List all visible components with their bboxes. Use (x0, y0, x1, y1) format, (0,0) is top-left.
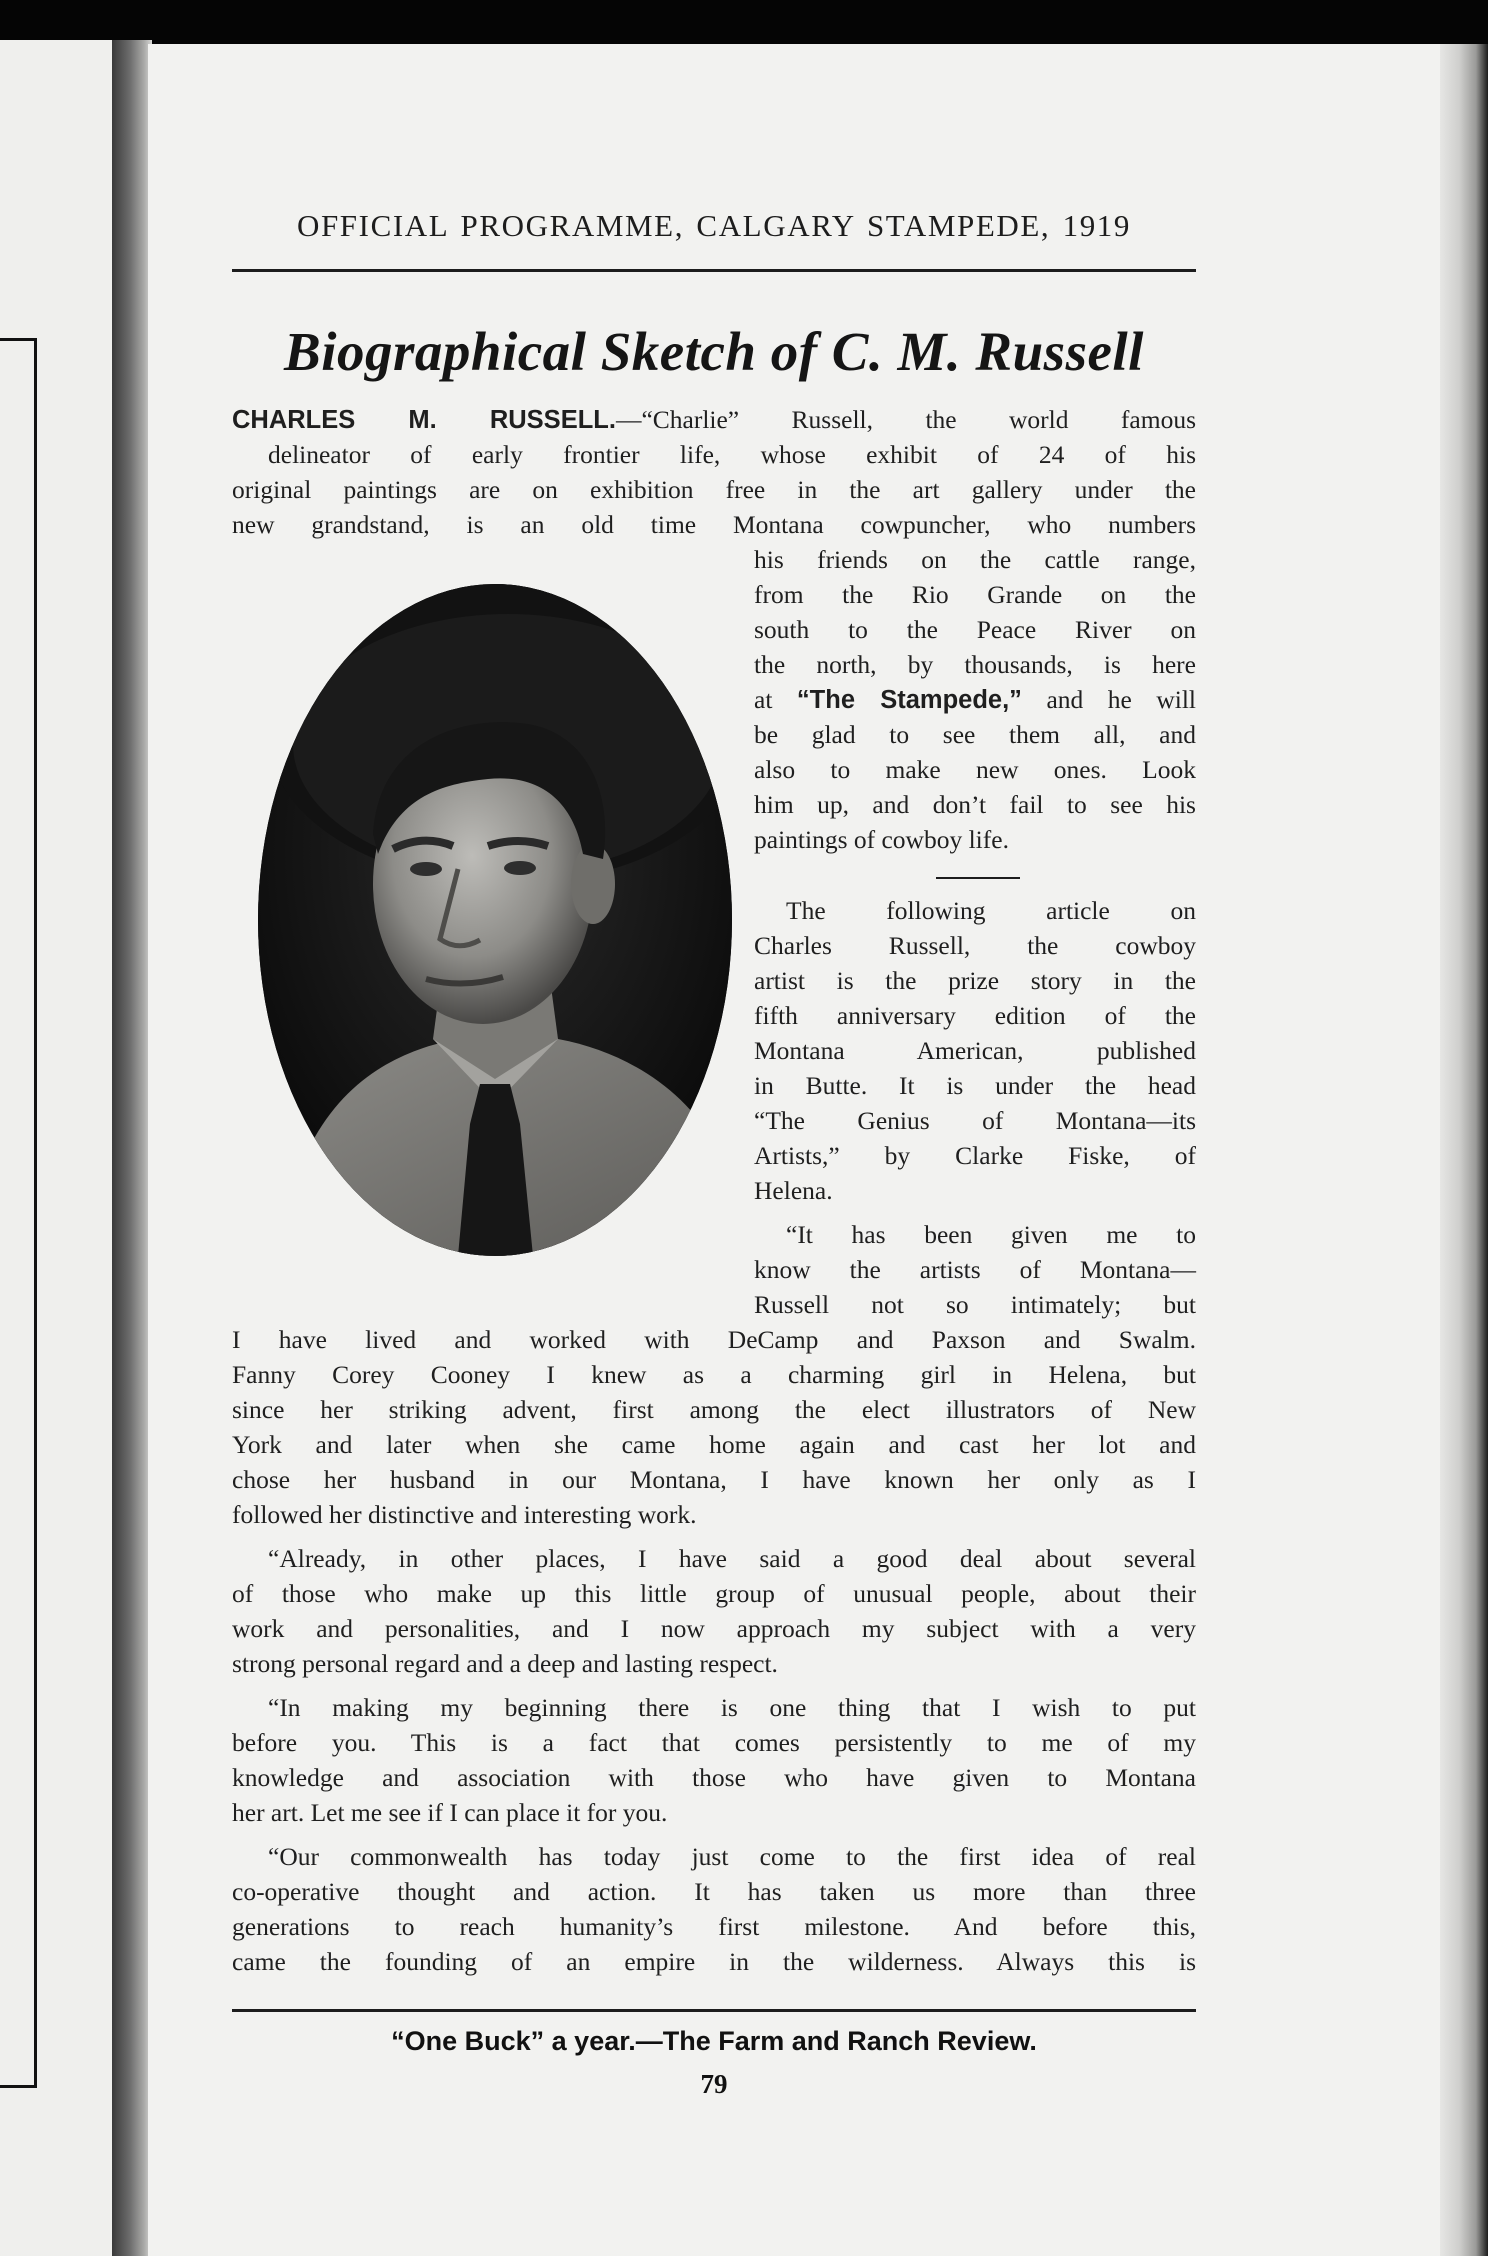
russell-portrait (258, 584, 732, 1256)
col2-line-1: The following article on (786, 896, 1196, 925)
col1-line-5-c: and he will (1046, 685, 1197, 714)
p1-line-2: Fanny Corey Cooney I knew as a charming girl in Helena, but (232, 1360, 1196, 1389)
col1-line-1: his friends on the cattle range, (754, 545, 1196, 574)
intro-line-3: original paintings are on exhibition free in the art gallery under the (232, 475, 1196, 504)
p4-line-3: generations to reach humanity’s first milestone. And before this, (232, 1912, 1196, 1941)
col2-line-5: Montana American, published (754, 1036, 1196, 1065)
article-title: Biographical Sketch of C. M. Russell (284, 321, 1144, 382)
p1-line-6: followed her distinctive and interesting work. (232, 1500, 697, 1529)
facing-page-frame (0, 338, 37, 2088)
col2-line-6: in Butte. It is under the head (754, 1071, 1196, 1100)
col2-line-7: “The Genius of Montana—its (754, 1106, 1196, 1135)
p3-line-3: knowledge and association with those who have given to Montana (232, 1763, 1196, 1792)
p1-line-4: York and later when she came home again and cast her lot and (232, 1430, 1196, 1459)
col2-line-8: Artists,” by Clarke Fiske, of (754, 1141, 1196, 1170)
p2-line-1: “Already, in other places, I have said a good deal about several (268, 1544, 1196, 1573)
page-number: 79 (700, 2069, 728, 2099)
p3-line-2: before you. This is a fact that comes persistently to me of my (232, 1728, 1196, 1757)
col1-line-3: south to the Peace River on (754, 615, 1196, 644)
intro-lead: CHARLES M. RUSSELL. (232, 406, 616, 434)
footer-rule (232, 2009, 1196, 2012)
p1-line-5: chose her husband in our Montana, I have known her only as I (232, 1465, 1196, 1494)
col1-line-6: be glad to see them all, and (754, 720, 1196, 749)
p4-line-4: came the founding of an empire in the wilderness. Always this is (232, 1947, 1196, 1976)
p1-line-3: since her striking advent, first among the elect illustrators of New (232, 1395, 1196, 1424)
stampede-emphasis: “The Stampede,” (796, 686, 1022, 714)
page-edge (1440, 44, 1488, 2256)
portrait-photo (258, 584, 732, 1256)
p4-line-2: co-operative thought and action. It has taken us more than three (232, 1877, 1196, 1906)
p4-line-1: “Our commonwealth has today just come to the first idea of real (268, 1842, 1196, 1871)
header-rule (232, 269, 1196, 272)
intro-line-1 (232, 402, 1196, 438)
p2-line-3: work and personalities, and I now approach my subject with a very (232, 1614, 1196, 1643)
col2-line-9: Helena. (754, 1176, 833, 1205)
col3-line-3: Russell not so intimately; but (754, 1290, 1196, 1319)
col3-line-1: “It has been given me to (786, 1220, 1196, 1249)
p1-line-1: I have lived and worked with DeCamp and Paxson and Swalm. (232, 1325, 1196, 1354)
col1-line-7: also to make new ones. Look (754, 755, 1196, 784)
col1-line-5 (754, 682, 1196, 718)
running-head: OFFICIAL PROGRAMME, CALGARY STAMPEDE, 1919 (296, 208, 1131, 243)
advertisement-footer: “One Buck” a year.—The Farm and Ranch Review. (391, 2026, 1037, 2056)
intro-text: —“Charlie” Russell, the world famous (615, 405, 1196, 434)
scan-top-border (0, 0, 1488, 44)
col1-line-9: paintings of cowboy life. (754, 825, 1009, 854)
col1-line-2: from the Rio Grande on the (754, 580, 1196, 609)
p2-line-4: strong personal regard and a deep and lasting respect. (232, 1649, 778, 1678)
p3-line-4: her art. Let me see if I can place it for you. (232, 1798, 668, 1827)
col3-line-2: know the artists of Montana— (754, 1255, 1196, 1284)
col2-line-4: fifth anniversary edition of the (754, 1001, 1196, 1030)
p2-line-2: of those who make up this little group of unusual people, about their (232, 1579, 1196, 1608)
col2-line-3: artist is the prize story in the (754, 966, 1196, 995)
col1-line-4: the north, by thousands, is here (754, 650, 1196, 679)
intro-line-2: delineator of early frontier life, whose exhibit of 24 of his (268, 440, 1196, 469)
col1-line-5-a: at (754, 685, 773, 714)
intro-line-4: new grandstand, is an old time Montana cowpuncher, who numbers (232, 510, 1196, 539)
facing-page (0, 40, 114, 2256)
col1-line-8: him up, and don’t fail to see his (754, 790, 1196, 819)
col2-line-2: Charles Russell, the cowboy (754, 931, 1196, 960)
section-divider (936, 877, 1020, 879)
p3-line-1: “In making my beginning there is one thing that I wish to put (268, 1693, 1196, 1722)
book-gutter (112, 40, 152, 2256)
